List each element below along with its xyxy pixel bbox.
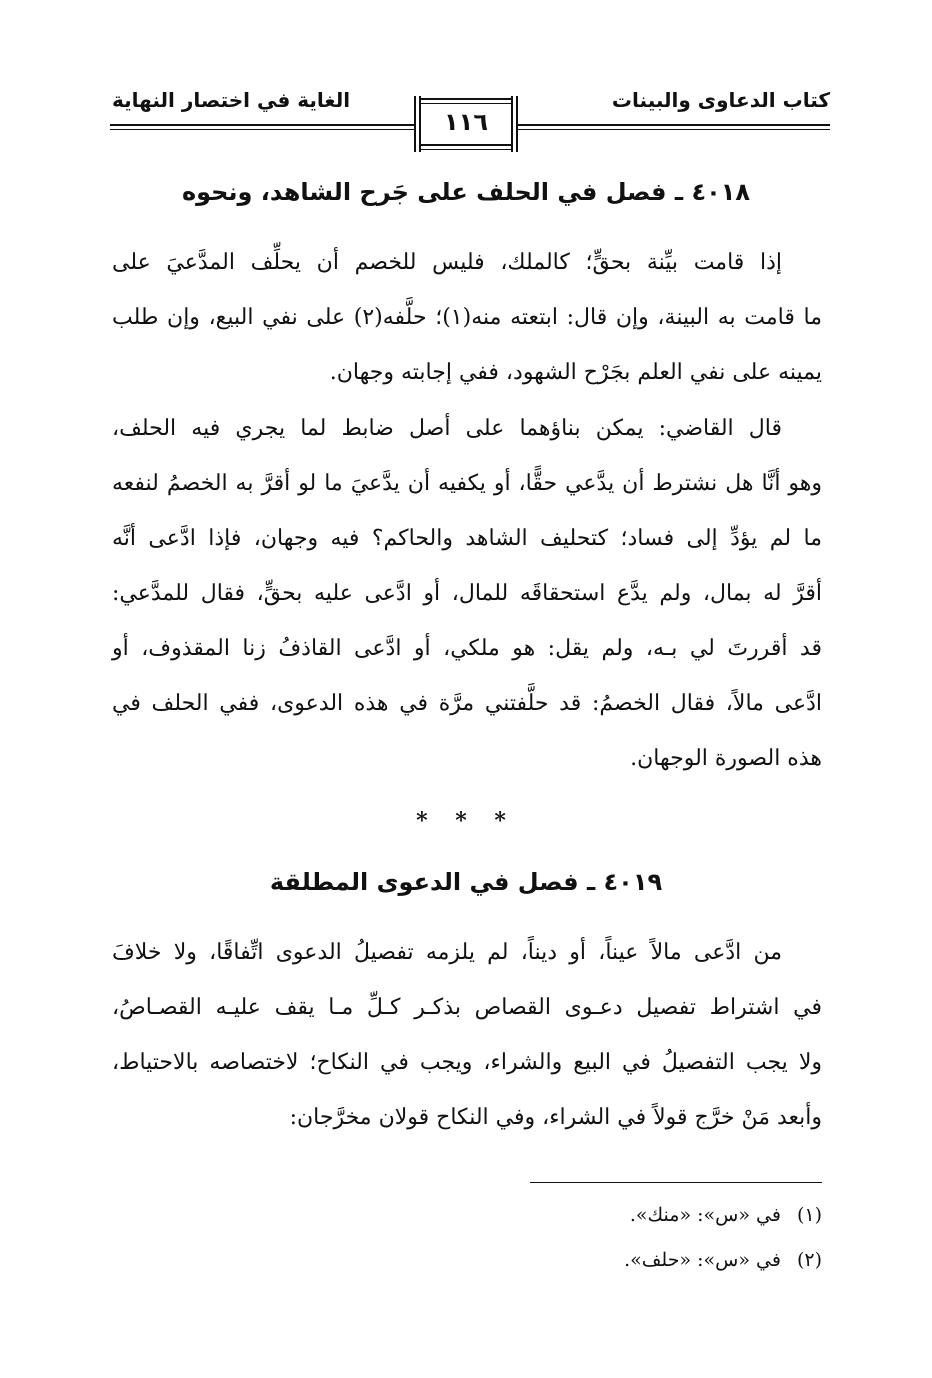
page-number: ١١٦ [444, 108, 488, 136]
text-line: قد أقررتَ لي بـه، ولم يقل: هو ملكي، أو ادَّعى القاذفُ زنا المقذوف، أو [112, 636, 822, 661]
page-number-frame [414, 96, 518, 152]
footnote-text: في «س»: «منك». [629, 1204, 781, 1226]
text-line: في اشتراط تفصيل دعـوى القصاص بذكـر كـلِّ مـا يقف عليـه القصـاصُ، [112, 995, 822, 1020]
footnote-rule [530, 1182, 822, 1183]
text-line: من ادَّعى مالاً عيناً، أو ديناً، لم يلزمه تفصيلُ الدعوى اتِّفاقًا، ولا خلافَ [112, 940, 782, 965]
text-line: وهو أنَّا هل نشترط أن يدَّعي حقًّا، أو يكفيه أن يدَّعيَ ما لو أقرَّ به الخصمُ لنفعه [112, 471, 822, 496]
text-line: يمينه على نفي العلم بجَرْح الشهود، ففي إجابته وجهان. [329, 360, 822, 385]
footnote-text: في «س»: «حلف». [624, 1249, 781, 1271]
section-heading-4019: ٤٠١٩ ـ فصل في الدعوى المطلقة [269, 868, 663, 896]
footnote-2 [624, 1249, 822, 1271]
text-line: أقرَّ له بمال، ولم يدَّع استحقاقَه للمال، أو ادَّعى عليه بحقٍّ، فقال للمدَّعي: [112, 581, 822, 606]
footnote-number: (٢) [796, 1249, 822, 1271]
running-header-book-title: كتاب الدعاوى والبينات [611, 88, 830, 112]
text-line: ما لم يؤدِّ إلى فساد؛ كتحليف الشاهد والحاكم؟ فيه وجهان، فإذا ادَّعى أنَّه [112, 526, 822, 551]
text-line: هذه الصورة الوجهان. [630, 746, 822, 771]
frame-cap-top [419, 98, 513, 104]
text-line: قال القاضي: يمكن بناؤهما على أصل ضابط لما يجري فيه الحلف، [112, 416, 782, 441]
text-line: وأبعد مَنْ خرَّج قولاً في الشراء، وفي النكاح قولان مخرَّجان: [289, 1105, 822, 1130]
text-line: إذا قامت بيِّنة بحقٍّ؛ كالملك، فليس للخصم أن يحلِّف المدَّعيَ على [112, 250, 782, 275]
running-header-work-title: الغاية في اختصار النهاية [112, 88, 351, 112]
footnote-number: (١) [796, 1204, 822, 1226]
section-separator: * * * [416, 808, 516, 834]
section-heading-4018: ٤٠١٨ ـ فصل في الحلف على جَرح الشاهد، ونحوه [181, 178, 751, 206]
frame-cap-bottom [419, 144, 513, 150]
footnote-1 [630, 1204, 822, 1226]
text-line: ما قامت به البينة، وإن قال: ابتعته منه(١)؛ حلَّفه(٢) على نفي البيع، وإن طلب [112, 305, 823, 330]
text-line: ولا يجب التفصيلُ في البيع والشراء، ويجب في النكاح؛ لاختصاصه بالاحتياط، [112, 1050, 822, 1075]
text-line: ادَّعى مالاً، فقال الخصمُ: قد حلَّفتني مرَّة في هذه الدعوى، ففي الحلف في [112, 691, 822, 716]
